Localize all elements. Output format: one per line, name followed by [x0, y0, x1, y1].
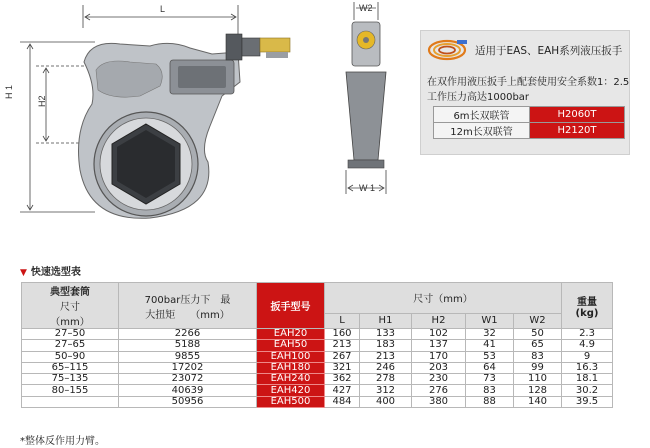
cell-model: EAH240	[257, 374, 325, 385]
cell-weight: 2.3	[562, 329, 613, 340]
safety-factor-note: 在双作用液压扳手上配套使用安全系数1：2.5	[427, 77, 630, 88]
cell-socket-size: 27–65	[22, 340, 119, 351]
cell-socket-size: 50–90	[22, 351, 119, 362]
hose-info-panel	[420, 30, 630, 155]
cell-w1: 41	[466, 340, 514, 351]
cell-l: 267	[325, 351, 360, 362]
hose-row	[434, 123, 625, 139]
cell-torque: 9855	[119, 351, 257, 362]
swivel-coupler	[226, 34, 290, 60]
cell-weight: 39.5	[562, 396, 613, 407]
cell-w1: 73	[466, 374, 514, 385]
cell-socket-size: 27–50	[22, 329, 119, 340]
cell-h1: 133	[360, 329, 412, 340]
cell-weight: 16.3	[562, 362, 613, 373]
section-title-text: 快速选型表	[30, 267, 81, 278]
header-weight: 重量 (kg)	[562, 283, 613, 329]
table-row	[22, 374, 613, 385]
wrench-body	[79, 43, 241, 218]
front-view	[346, 22, 386, 168]
cell-socket-size: 80–155	[22, 385, 119, 396]
cell-torque: 40639	[119, 385, 257, 396]
header-w2: W2	[514, 313, 562, 328]
cell-w2: 99	[514, 362, 562, 373]
cell-torque: 17202	[119, 362, 257, 373]
cell-model: EAH180	[257, 362, 325, 373]
header-torque: 700bar压力下 最 大扭矩 （mm）	[119, 283, 257, 329]
header-dimensions: 尺寸（mm）	[325, 283, 562, 314]
cell-w2: 50	[514, 329, 562, 340]
cell-w1: 53	[466, 351, 514, 362]
hose-table	[433, 106, 625, 139]
cell-h2: 137	[412, 340, 466, 351]
table-row	[22, 385, 613, 396]
header-socket: 典型套筒 尺寸 （mm）	[22, 283, 119, 329]
header-h2: H2	[412, 313, 466, 328]
section-title	[20, 263, 81, 278]
cell-l: 321	[325, 362, 360, 373]
cell-torque: 2266	[119, 329, 257, 340]
cell-l: 484	[325, 396, 360, 407]
h2-label: H2	[37, 95, 47, 107]
footnote: *整体反作用力臂。	[20, 436, 105, 447]
cell-h2: 102	[412, 329, 466, 340]
table-row	[22, 362, 613, 373]
table-row	[22, 340, 613, 351]
cell-model: EAH100	[257, 351, 325, 362]
working-pressure-note: 工作压力高达1000bar	[427, 92, 530, 103]
hose-name: 12m长双联管	[434, 123, 530, 139]
table-row	[22, 396, 613, 407]
cell-h2: 276	[412, 385, 466, 396]
cell-socket-size: 75–135	[22, 374, 119, 385]
cell-h2: 203	[412, 362, 466, 373]
cell-socket-size	[22, 396, 119, 407]
cell-w2: 65	[514, 340, 562, 351]
cell-weight: 4.9	[562, 340, 613, 351]
cell-h2: 380	[412, 396, 466, 407]
cell-model: EAH50	[257, 340, 325, 351]
cell-w2: 110	[514, 374, 562, 385]
cell-socket-size: 65–115	[22, 362, 119, 373]
spec-body	[22, 329, 613, 408]
cell-model: EAH420	[257, 385, 325, 396]
compatibility-note: 适用于EAS、EAH系列液压扳手	[475, 45, 623, 57]
l-label: L	[160, 4, 166, 14]
hose-name: 6m长双联管	[434, 107, 530, 123]
header-model: 扳手型号	[257, 283, 325, 329]
cell-h1: 400	[360, 396, 412, 407]
hose-row	[434, 107, 625, 123]
wrench-diagram	[0, 0, 420, 250]
cell-model: EAH20	[257, 329, 325, 340]
header-l: L	[325, 313, 360, 328]
cell-torque: 5188	[119, 340, 257, 351]
cell-weight: 30.2	[562, 385, 613, 396]
cell-l: 362	[325, 374, 360, 385]
hose-model: H2120T	[530, 123, 625, 139]
w1-label: W 1	[359, 183, 376, 193]
spec-table	[21, 282, 613, 408]
table-row	[22, 329, 613, 340]
cell-model: EAH500	[257, 396, 325, 407]
cell-w1: 83	[466, 385, 514, 396]
cell-torque: 50956	[119, 396, 257, 407]
cell-h2: 170	[412, 351, 466, 362]
cell-h1: 246	[360, 362, 412, 373]
cell-h1: 213	[360, 351, 412, 362]
h1-label: H 1	[4, 84, 14, 99]
header-h1: H1	[360, 313, 412, 328]
cell-w2: 140	[514, 396, 562, 407]
w2-label: W2	[359, 3, 373, 13]
cell-l: 160	[325, 329, 360, 340]
cell-w2: 83	[514, 351, 562, 362]
cell-h1: 183	[360, 340, 412, 351]
cell-w2: 128	[514, 385, 562, 396]
table-row	[22, 351, 613, 362]
header-row	[22, 283, 613, 314]
cell-h2: 230	[412, 374, 466, 385]
cell-torque: 23072	[119, 374, 257, 385]
hose-model: H2060T	[530, 107, 625, 123]
triangle-down-icon: ▼	[20, 268, 27, 278]
cell-h1: 312	[360, 385, 412, 396]
cell-l: 213	[325, 340, 360, 351]
hydraulic-hose-icon	[427, 37, 469, 63]
cell-l: 427	[325, 385, 360, 396]
cell-h1: 278	[360, 374, 412, 385]
cell-weight: 18.1	[562, 374, 613, 385]
cell-weight: 9	[562, 351, 613, 362]
cell-w1: 88	[466, 396, 514, 407]
cell-w1: 64	[466, 362, 514, 373]
header-w1: W1	[466, 313, 514, 328]
cell-w1: 32	[466, 329, 514, 340]
